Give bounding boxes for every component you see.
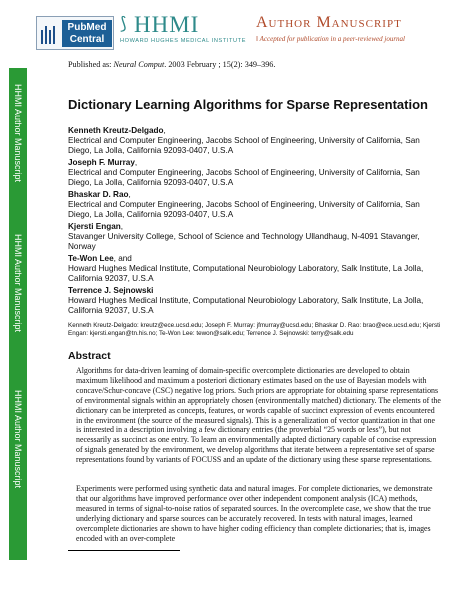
author-emails: Kenneth Kreutz-Delgado: kreutz@ece.ucsd.edu; Joseph F. Murray: jfmurray@ucsd.edu; Bhaskar D. Rao: brao@ece.ucsd.edu; Kjersti Engan: kjersti.engan@tn.his.no; Te-Won Lee: tewon@salk.edu; Terrence J. Sejnowski: terry@salk.edu [68,322,441,337]
hhmi-subtitle: HOWARD HUGHES MEDICAL INSTITUTE [120,38,247,44]
pub-details: . 2003 February ; 15(2): 349–396. [164,60,276,69]
author-manuscript-subtitle [256,35,405,43]
author-name: Bhaskar D. Rao [68,190,129,199]
pmc-columns-icon [41,24,57,44]
pub-prefix: Published as: [68,60,112,69]
author-name: Kenneth Kreutz-Delgado [68,126,164,135]
am-subtitle-text: Accepted for publication in a peer-reviewed journal [259,35,405,43]
pmc-line2: Central [69,34,105,45]
abstract-paragraph-2: Experiments were performed using synthetic data and natural images. For complete dictionaries, we demonstrate that our algorithms have improved performance over other independent component analysis (ICA) methods, measured in terms of signal-to-noise ratios of separated sources. In the overcomplete case, we show that the true underlying dictionary and sparse sources can be accurately recovered. In tests with natural images, learned overcomplete dictionaries are shown to have higher coding efficiency than complete dictionaries; that is, images encoded with an over-complete [76,484,433,543]
abstract-heading: Abstract [68,350,111,362]
publication-line [68,60,275,69]
sidebar-label: HHMI Author Manuscript [13,83,23,183]
author-affiliation: Electrical and Computer Engineering, Jacobs School of Engineering, University of California, San Diego, La Jolla, California 92093-0407, U.S.A [68,200,420,219]
pub-journal[interactable]: Neural Comput [113,60,165,69]
hhmi-name: HHMI [134,12,200,37]
bars-icon: ‖ [256,35,260,43]
footnote-rule [68,550,180,551]
author-manuscript-title: Author Manuscript [256,14,402,31]
pmc-wordmark [62,20,112,47]
author-affiliation: Stavanger University College, School of Science and Technology Ullandhaug, N-4091 Stavanger, Norway [68,232,420,251]
author-affiliation: Howard Hughes Medical Institute, Computational Neurobiology Laboratory, Salk Institute, La Jolla, California 92037, U.S.A [68,296,424,315]
pmc-line1: PubMed [67,22,107,33]
author-name: Kjersti Engan [68,222,121,231]
journal-header [0,0,474,58]
author-affiliation: Electrical and Computer Engineering, Jacobs School of Engineering, University of California, San Diego, La Jolla, California 92093-0407, U.S.A [68,168,420,187]
author-block: Joseph F. Murray, Electrical and Computer Engineering, Jacobs School of Engineering, University of California, San Diego, La Jolla, California 92093-0407, U.S.A [68,158,442,188]
sidebar-label: HHMI Author Manuscript [13,389,23,489]
hhmi-mark-icon: ⟆ [120,14,127,33]
author-name: Te-Won Lee [68,254,114,263]
hhmi-sidebar [9,68,27,560]
author-block: Te-Won Lee, and Howard Hughes Medical Institute, Computational Neurobiology Laboratory, Salk Institute, La Jolla, California 92037, U.S.A [68,254,442,284]
abstract-paragraph-1: Algorithms for data-driven learning of domain-specific overcomplete dictionaries are developed to obtain maximum likelihood and maximum a posteriori dictionary estimates based on the use of Bayesian models with concave/Schur-concave (CSC) negative log priors. Such priors are appropriate for obtaining sparse representations of environmental signals within an appropriately chosen (environmentally matched) dictionary. The elements of the dictionary can be interpreted as concepts, features, or words capable of succinct expression of events encountered in the environment (the source of the measured signals). This is a generalization of vector quantization in that one is interested in a description involving a few dictionary entries (the proverbial “25 words or less”), but not necessarily as succinct as one entry. To learn an environmentally adapted dictionary capable of concise expression of signals generated by the environment, we develop algorithms that iterate between a representative set of sparse representations found by variants of FOCUSS and an update of the dictionary using these sparse representations. [76,366,441,465]
author-affiliation: Electrical and Computer Engineering, Jacobs School of Engineering, University of California, San Diego, La Jolla, California 92093-0407, U.S.A [68,136,420,155]
sidebar-label: HHMI Author Manuscript [13,233,23,333]
author-block: Kenneth Kreutz-Delgado, Electrical and Computer Engineering, Jacobs School of Engineering, University of California, San Diego, La Jolla, California 92093-0407, U.S.A [68,126,442,156]
pubmed-central-logo[interactable] [36,16,114,50]
author-name: Terrence J. Sejnowski [68,286,154,295]
article-title: Dictionary Learning Algorithms for Sparse Representation [68,97,428,112]
author-block: Bhaskar D. Rao, Electrical and Computer Engineering, Jacobs School of Engineering, University of California, San Diego, La Jolla, California 92093-0407, U.S.A [68,190,442,220]
author-block [68,286,442,316]
author-block: Kjersti Engan, Stavanger University College, School of Science and Technology Ullandhaug, N-4091 Stavanger, Norway [68,222,442,252]
author-affiliation: Howard Hughes Medical Institute, Computational Neurobiology Laboratory, Salk Institute, La Jolla, California 92037, U.S.A [68,264,424,283]
author-name: Joseph F. Murray [68,158,135,167]
hhmi-logo[interactable] [120,12,250,50]
